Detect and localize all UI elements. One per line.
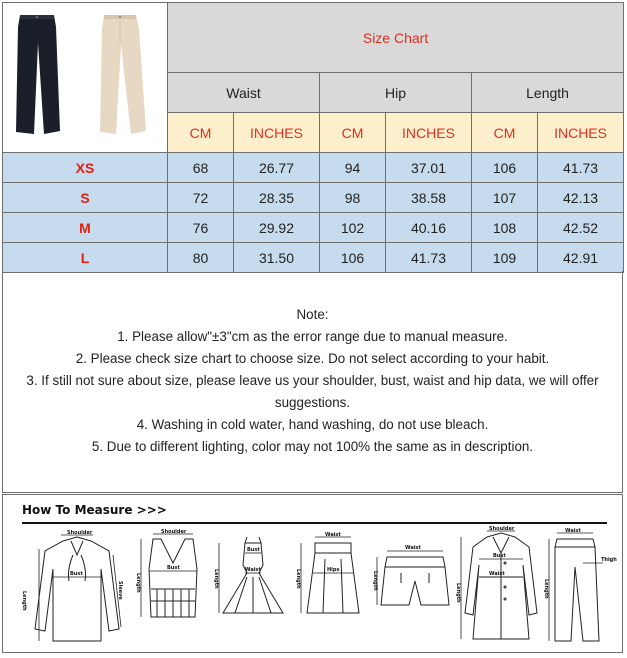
size-label: S	[3, 183, 168, 213]
sleeve-label: Sleeve	[117, 581, 123, 600]
table-cell: 40.16	[386, 213, 472, 243]
table-cell: 38.58	[386, 183, 472, 213]
table-cell: 94	[320, 153, 386, 183]
unit-header: INCHES	[234, 113, 320, 153]
note-item: suggestions.	[274, 395, 351, 410]
table-cell: 108	[472, 213, 538, 243]
table-cell: 80	[168, 243, 234, 273]
table-cell: 26.77	[234, 153, 320, 183]
table-cell: 31.50	[234, 243, 320, 273]
table-cell: 41.73	[386, 243, 472, 273]
group-header-length: Length	[472, 73, 624, 113]
table-cell: 41.73	[538, 153, 624, 183]
unit-header: CM	[472, 113, 538, 153]
bust-label: Bust	[167, 565, 180, 571]
group-header-hip: Hip	[320, 73, 472, 113]
length-label: Length	[295, 569, 301, 589]
notes-section	[2, 271, 623, 493]
product-photo	[4, 3, 167, 149]
size-label: M	[3, 213, 168, 243]
how-to-measure-title: How To Measure >>>	[22, 503, 167, 517]
note-item: 5. Due to different lighting, color may not 100% the same as in description.	[91, 439, 534, 454]
size-chart-title: Size Chart	[168, 3, 624, 73]
notes-heading: Note:	[296, 307, 329, 322]
table-cell: 28.35	[234, 183, 320, 213]
hips-label: Hips	[327, 567, 340, 573]
bust-label: Bust	[247, 547, 260, 553]
beige-pants-icon	[100, 15, 146, 134]
size-label: XS	[3, 153, 168, 183]
waist-label: Waist	[565, 528, 581, 534]
waist-label: Waist	[325, 532, 341, 538]
shoulder-label: Shoulder	[489, 526, 515, 532]
blouse-icon	[23, 529, 131, 649]
note-item: 1. Please allow"±3"cm as the error range due to manual measure.	[117, 329, 508, 344]
unit-header: CM	[320, 113, 386, 153]
note-item: 2. Please check size chart to choose size. Do not select according to your habit.	[75, 351, 550, 366]
table-row	[3, 213, 624, 243]
unit-header: INCHES	[538, 113, 624, 153]
table-cell: 76	[168, 213, 234, 243]
table-row	[3, 183, 624, 213]
table-cell: 72	[168, 183, 234, 213]
how-to-measure-section	[2, 494, 623, 653]
divider	[22, 522, 607, 524]
waist-label: Waist	[245, 567, 261, 573]
unit-header: CM	[168, 113, 234, 153]
table-cell: 42.52	[538, 213, 624, 243]
table-cell: 102	[320, 213, 386, 243]
table-cell: 42.91	[538, 243, 624, 273]
size-chart-page	[2, 2, 623, 653]
shoulder-label: Shoulder	[67, 530, 93, 536]
table-cell: 106	[320, 243, 386, 273]
length-label: Length	[135, 573, 141, 593]
table-cell: 109	[472, 243, 538, 273]
note-item: 3. If still not sure about size, please leave us your shoulder, bust, waist and hip data, we will offer	[26, 373, 599, 388]
table-cell: 98	[320, 183, 386, 213]
length-label: Length	[213, 569, 219, 589]
length-label: Length	[455, 583, 461, 603]
tank-top-icon	[133, 529, 213, 649]
note-item: 4. Washing in cold water, hand washing, do not use bleach.	[136, 417, 489, 432]
table-cell: 37.01	[386, 153, 472, 183]
black-pants-icon	[16, 15, 60, 134]
thigh-label: Thigh	[601, 557, 617, 563]
product-photo-cell	[3, 3, 168, 153]
length-label: Length	[372, 571, 378, 591]
table-row	[3, 153, 624, 183]
dress-icon	[215, 529, 291, 649]
size-label: L	[3, 243, 168, 273]
bust-label: Bust	[70, 571, 83, 577]
shoulder-label: Shoulder	[161, 529, 187, 535]
waist-label: Waist	[489, 571, 505, 577]
group-header-waist: Waist	[168, 73, 320, 113]
table-cell: 107	[472, 183, 538, 213]
length-label: Length	[543, 579, 549, 599]
table-cell: 68	[168, 153, 234, 183]
table-cell: 29.92	[234, 213, 320, 243]
length-label: Length	[21, 591, 27, 611]
coat-icon	[455, 526, 543, 649]
skirt-icon	[295, 529, 371, 649]
shorts-icon	[372, 529, 455, 649]
waist-label: Waist	[405, 545, 421, 551]
pants-icon	[543, 529, 619, 649]
unit-header: INCHES	[386, 113, 472, 153]
size-chart-table	[2, 2, 624, 273]
bust-label: Bust	[493, 553, 506, 559]
table-cell: 106	[472, 153, 538, 183]
table-row	[3, 243, 624, 273]
table-cell: 42.13	[538, 183, 624, 213]
